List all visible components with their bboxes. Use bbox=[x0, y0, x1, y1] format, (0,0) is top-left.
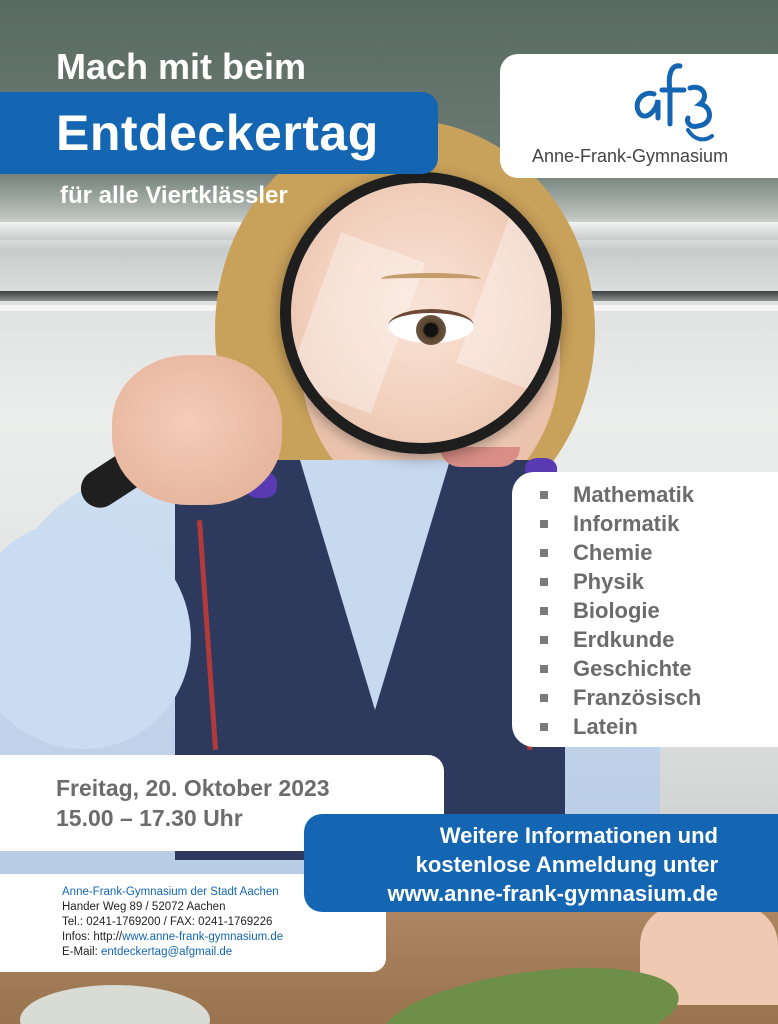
subject-item: Physik bbox=[540, 567, 701, 596]
email-link[interactable]: entdeckertag@afgmail.de bbox=[100, 946, 233, 958]
headline-title: Entdeckertag bbox=[56, 105, 379, 161]
square-bullet-icon bbox=[540, 694, 548, 702]
magnifying-glass bbox=[280, 172, 562, 454]
square-bullet-icon bbox=[540, 520, 548, 528]
contact-infos: Infos: http://www.anne-frank-gymnasium.de bbox=[62, 931, 284, 943]
lens-glare bbox=[456, 212, 562, 393]
hand bbox=[112, 355, 282, 505]
vest-neckline bbox=[300, 460, 450, 710]
registration-url[interactable]: www.anne-frank-gymnasium.de bbox=[387, 881, 718, 906]
subject-list bbox=[540, 480, 701, 741]
square-bullet-icon bbox=[540, 723, 548, 731]
subject-item: Mathematik bbox=[540, 480, 701, 509]
school-logo bbox=[500, 54, 778, 178]
contact-address: Hander Weg 89 / 52072 Aachen bbox=[62, 901, 226, 913]
subject-item: Informatik bbox=[540, 509, 701, 538]
subject-item: Französisch bbox=[540, 683, 701, 712]
info-text-2: kostenlose Anmeldung unter bbox=[415, 852, 718, 877]
square-bullet-icon bbox=[540, 636, 548, 644]
afg-logo-mark bbox=[628, 60, 718, 146]
eyebrow bbox=[381, 273, 481, 285]
website-link[interactable]: www.anne-frank-gymnasium.de bbox=[122, 931, 284, 943]
square-bullet-icon bbox=[540, 491, 548, 499]
contact-phone: Tel.: 0241-1769200 / FAX: 0241-1769226 bbox=[62, 916, 273, 928]
contact-email: E-Mail: entdeckertag@afgmail.de bbox=[62, 946, 233, 958]
subject-item: Biologie bbox=[540, 596, 701, 625]
square-bullet-icon bbox=[540, 665, 548, 673]
subject-item: Erdkunde bbox=[540, 625, 701, 654]
contact-school: Anne-Frank-Gymnasium der Stadt Aachen bbox=[62, 886, 279, 898]
event-time: 15.00 – 17.30 Uhr bbox=[56, 805, 243, 831]
event-date: Freitag, 20. Oktober 2023 bbox=[56, 775, 330, 801]
square-bullet-icon bbox=[540, 607, 548, 615]
subject-item: Geschichte bbox=[540, 654, 701, 683]
headline-audience: für alle Viertklässler bbox=[60, 182, 288, 209]
info-text-1: Weitere Informationen und bbox=[439, 823, 718, 848]
iris bbox=[416, 315, 446, 345]
eye bbox=[388, 309, 474, 343]
square-bullet-icon bbox=[540, 578, 548, 586]
subject-item: Latein bbox=[540, 712, 701, 741]
subject-item: Chemie bbox=[540, 538, 701, 567]
headline-intro: Mach mit beim bbox=[56, 46, 307, 87]
square-bullet-icon bbox=[540, 549, 548, 557]
logo-school-name: Anne-Frank-Gymnasium bbox=[532, 146, 729, 166]
